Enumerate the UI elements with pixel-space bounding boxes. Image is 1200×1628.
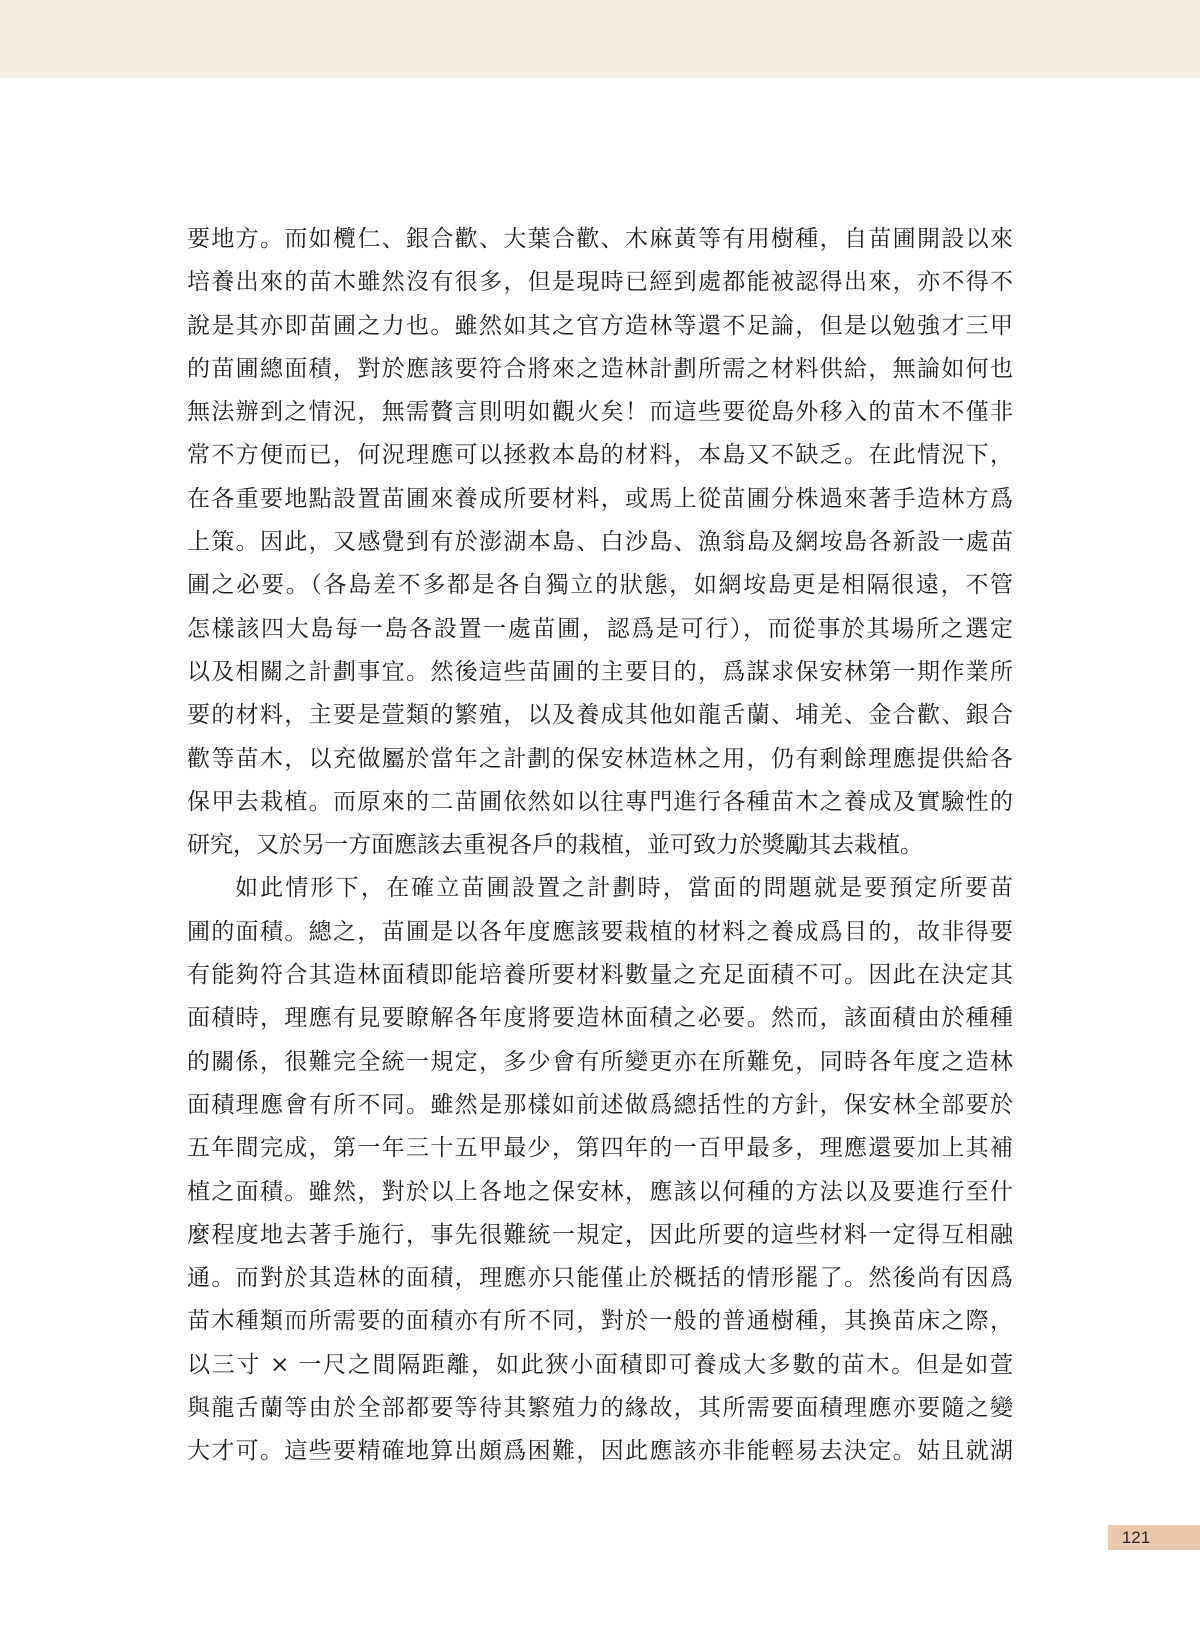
text-line: 五年間完成，第一年三十五甲最少，第四年的一百甲最多，理應還要加上其補: [187, 1135, 1013, 1162]
text-line: 培養出來的苗木雖然沒有很多，但是現時已經到處都能被認得出來，亦不得不: [187, 269, 1013, 296]
text-line: 有能夠符合其造林面積即能培養所要材料數量之充足面積不可。因此在決定其: [187, 962, 1013, 989]
text-line: 保甲去栽植。而原來的二苗圃依然如以往專門進行各種苗木之養成及實驗性的: [187, 788, 1013, 815]
text-line: 要的材料，主要是萱類的繁殖，以及養成其他如龍舌蘭、埔羌、金合歡、銀合: [187, 702, 1013, 729]
text-line: 歡等苗木，以充做屬於當年之計劃的保安林造林之用，仍有剩餘理應提供給各: [187, 745, 1013, 772]
text-line: 怎樣該四大島每一島各設置一處苗圃，認爲是可行），而從事於其場所之選定: [187, 615, 1013, 642]
text-line: 無法辦到之情況，無需贅言則明如觀火矣！而這些要從島外移入的苗木不僅非: [187, 399, 1013, 426]
text-line: 苗木種類而所需要的面積亦有所不同，對於一般的普通樹種，其換苗床之際，: [187, 1308, 1013, 1335]
text-line: 研究，又於另一方面應該去重視各戶的栽植，並可致力於獎勵其去栽植。: [187, 832, 923, 859]
text-line: 要地方。而如欖仁、銀合歡、大葉合歡、木麻黃等有用樹種，自苗圃開設以來: [187, 226, 1013, 252]
text-line: 的苗圃總面積，對於應該要符合將來之造林計劃所需之材料供給，無論如何也: [187, 355, 1013, 382]
text-line: 的關係，很難完全統一規定，多少會有所變更亦在所難免，同時各年度之造林: [187, 1048, 1013, 1075]
text-line: 上策。因此，又感覺到有於澎湖本島、白沙島、漁翁島及網垵島各新設一處苗: [187, 529, 1013, 556]
text-line: 大才可。這些要精確地算出頗爲困難，因此應該亦非能輕易去決定。姑且就湖: [187, 1438, 1013, 1465]
text-line: 麼程度地去著手施行，事先很難統一規定，因此所要的這些材料一定得互相融: [187, 1221, 1013, 1248]
text-line: 圃之必要。（各島差不多都是各自獨立的狀態，如網垵島更是相隔很遠，不管: [187, 572, 1013, 599]
text-line: 在各重要地點設置苗圃來養成所要材料，或馬上從苗圃分株過來著手造林方爲: [187, 485, 1013, 512]
text-line: 面積時，理應有見要瞭解各年度將要造林面積之必要。然而，該面積由於種種: [187, 1005, 1013, 1032]
text-line: 如此情形下，在確立苗圃設置之計劃時，當面的問題就是要預定所要苗: [235, 875, 1013, 902]
body-text: [187, 218, 1013, 1474]
page-number: 121: [1121, 1528, 1151, 1547]
text-line: 植之面積。雖然，對於以上各地之保安林，應該以何種的方法以及要進行至什: [187, 1178, 1013, 1205]
text-line: 通。而對於其造林的面積，理應亦只能僅止於概括的情形罷了。然後尚有因爲: [187, 1265, 1013, 1292]
text-line: 圃的面積。總之，苗圃是以各年度應該要栽植的材料之養成爲目的，故非得要: [187, 918, 1013, 945]
text-line: 以及相關之計劃事宜。然後這些苗圃的主要目的，爲謀求保安林第一期作業所: [187, 658, 1013, 685]
paragraph-1: [187, 218, 1013, 867]
text-line: 常不方便而已，何況理應可以拯救本島的材料，本島又不缺乏。在此情況下，: [187, 442, 1013, 469]
text-line: 說是其亦即苗圃之力也。雖然如其之官方造林等還不足論，但是以勉強才三甲: [187, 312, 1013, 339]
text-line: 面積理應會有所不同。雖然是那樣如前述做爲總括性的方針，保安林全部要於: [187, 1091, 1013, 1118]
text-line: 與龍舌蘭等由於全部都要等待其繁殖力的緣故，其所需要面積理應亦要隨之變: [187, 1395, 1013, 1422]
paragraph-2: [187, 867, 1013, 1473]
page-number-tab: [1108, 1525, 1200, 1550]
header-band: [0, 0, 1200, 78]
text-line: 以三寸 × 一尺之間隔距離，如此狹小面積即可養成大多數的苗木。但是如萱: [187, 1351, 1013, 1378]
